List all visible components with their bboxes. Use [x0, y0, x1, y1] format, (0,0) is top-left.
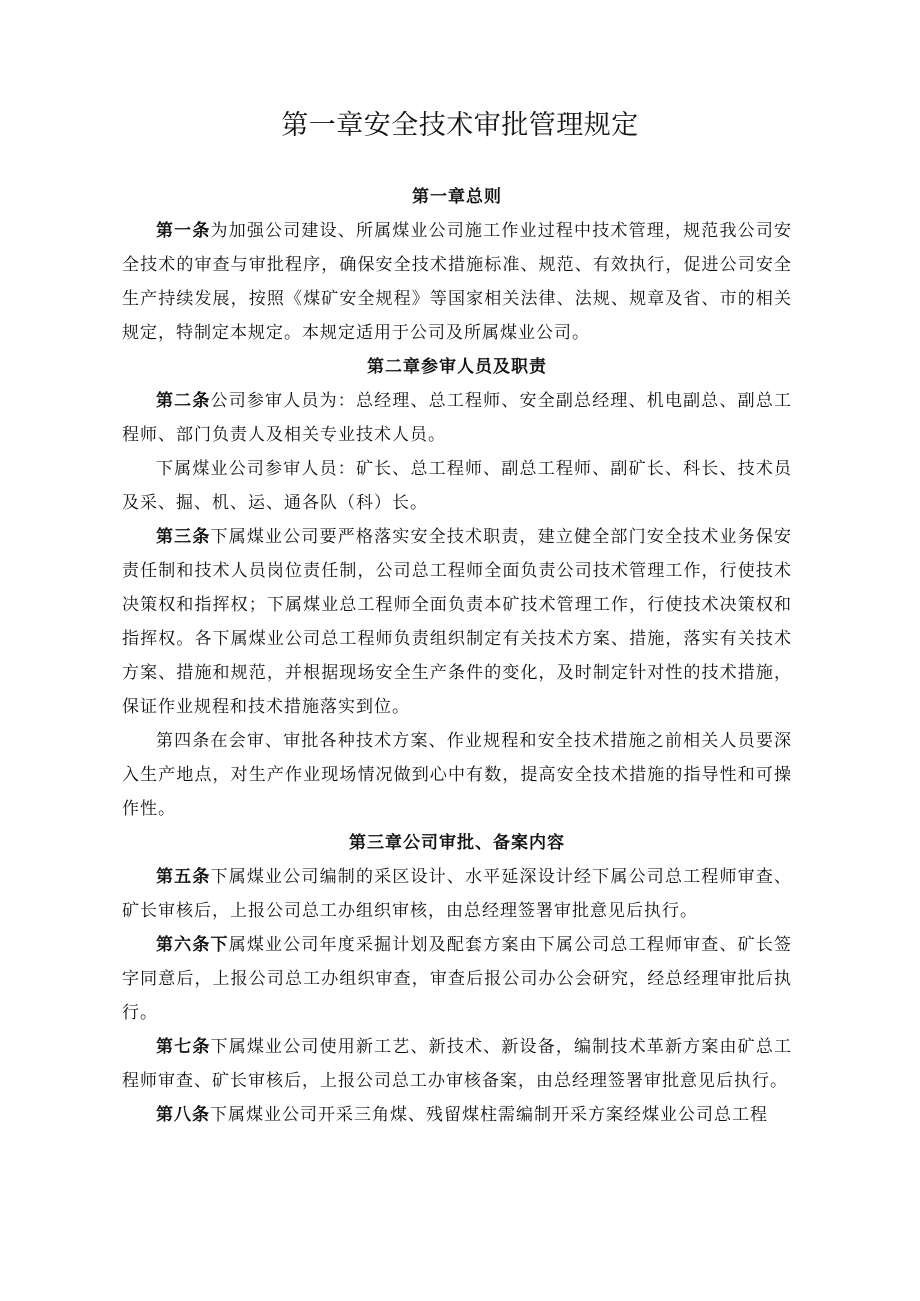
article-text: 下属煤业公司使用新工艺、新技术、新设备，编制技术革新方案由矿总工程师审查、矿长审核后，上报公司总工办审核备案，由总经理签署审批意见后执行。 — [122, 1037, 793, 1091]
article-label: 第七条 — [156, 1037, 211, 1057]
article-text: 下属煤业公司编制的采区设计、水平延深设计经下属公司总工程师审查、矿长审核后，上报公司总工办组织审核，由总经理签署审批意见后执行。 — [122, 867, 793, 921]
document-title: 第一章安全技术审批管理规定 — [281, 110, 639, 141]
article-label: 第二条 — [156, 391, 211, 411]
article-label: 第六条下 — [156, 935, 229, 955]
article-text: 下属煤业公司参审人员：矿长、总工程师、副总工程师、副矿长、科长、技术员及采、掘、机、运、通各队（科）长。 — [122, 459, 792, 513]
article-text: 公司参审人员为：总经理、总工程师、安全副总经理、机电副总、副总工程师、部门负责人及相关专业技术人员。 — [122, 391, 793, 445]
article-text: 属煤业公司年度采掘计划及配套方案由下属公司总工程师审查、矿长签字同意后，上报公司总工办组织审查，审查后报公司办公会研究，经总经理审批后执行。 — [122, 935, 793, 1023]
article-text: 下属煤业公司开采三角煤、残留煤柱需编制开采方案经煤业公司总工程 — [210, 1105, 768, 1125]
article-paragraph — [122, 860, 792, 928]
article-label: 第三条 — [156, 527, 211, 547]
chapter-heading: 第二章参审人员及职责 — [367, 357, 547, 377]
chapter-heading: 第一章总则 — [412, 187, 502, 207]
article-paragraph — [122, 928, 792, 1030]
document-body — [122, 180, 792, 1132]
article-paragraph — [122, 520, 792, 724]
article-text: 为加强公司建设、所属煤业公司施工作业过程中技术管理，规范我公司安全技术的审查与审批程序，确保安全技术措施标准、规范、有效执行，促进公司安全生产持续发展，按照《煤矿安全规程》等国家相关法律、法规、规章及省、市的相关规定，特制定本规定。本规定适用于公司及所属煤业公司。 — [122, 221, 793, 343]
article-label: 第五条 — [156, 867, 211, 887]
article-text: 下属煤业公司要严格落实安全技术职责，建立健全部门安全技术业务保安责任制和技术人员岗位责任制，公司总工程师全面负责公司技术管理工作，行使技术决策权和指挥权；下属煤业总工程师全面负责本矿技术管理工作，行使技术决策权和指挥权。各下属煤业公司总工程师负责组织制定有关技术方案、措施，落实有关技术方案、措施和规范，并根据现场安全生产条件的变化，及时制定针对性的技术措施，保证作业规程和技术措施落实到位。 — [122, 527, 793, 717]
body-paragraph — [122, 724, 792, 826]
body-paragraph — [122, 452, 792, 520]
article-paragraph — [122, 214, 792, 350]
article-label: 第一条 — [156, 221, 211, 241]
article-text: 第四条在会审、审批各种技术方案、作业规程和安全技术措施之前相关人员要深入生产地点，对生产作业现场情况做到心中有数，提高安全技术措施的指导性和可操作性。 — [122, 731, 792, 819]
article-label: 第八条 — [156, 1105, 210, 1125]
chapter-heading: 第三章公司审批、备案内容 — [349, 833, 565, 853]
article-paragraph — [122, 1098, 792, 1132]
article-paragraph — [122, 1030, 792, 1098]
article-paragraph — [122, 384, 792, 452]
